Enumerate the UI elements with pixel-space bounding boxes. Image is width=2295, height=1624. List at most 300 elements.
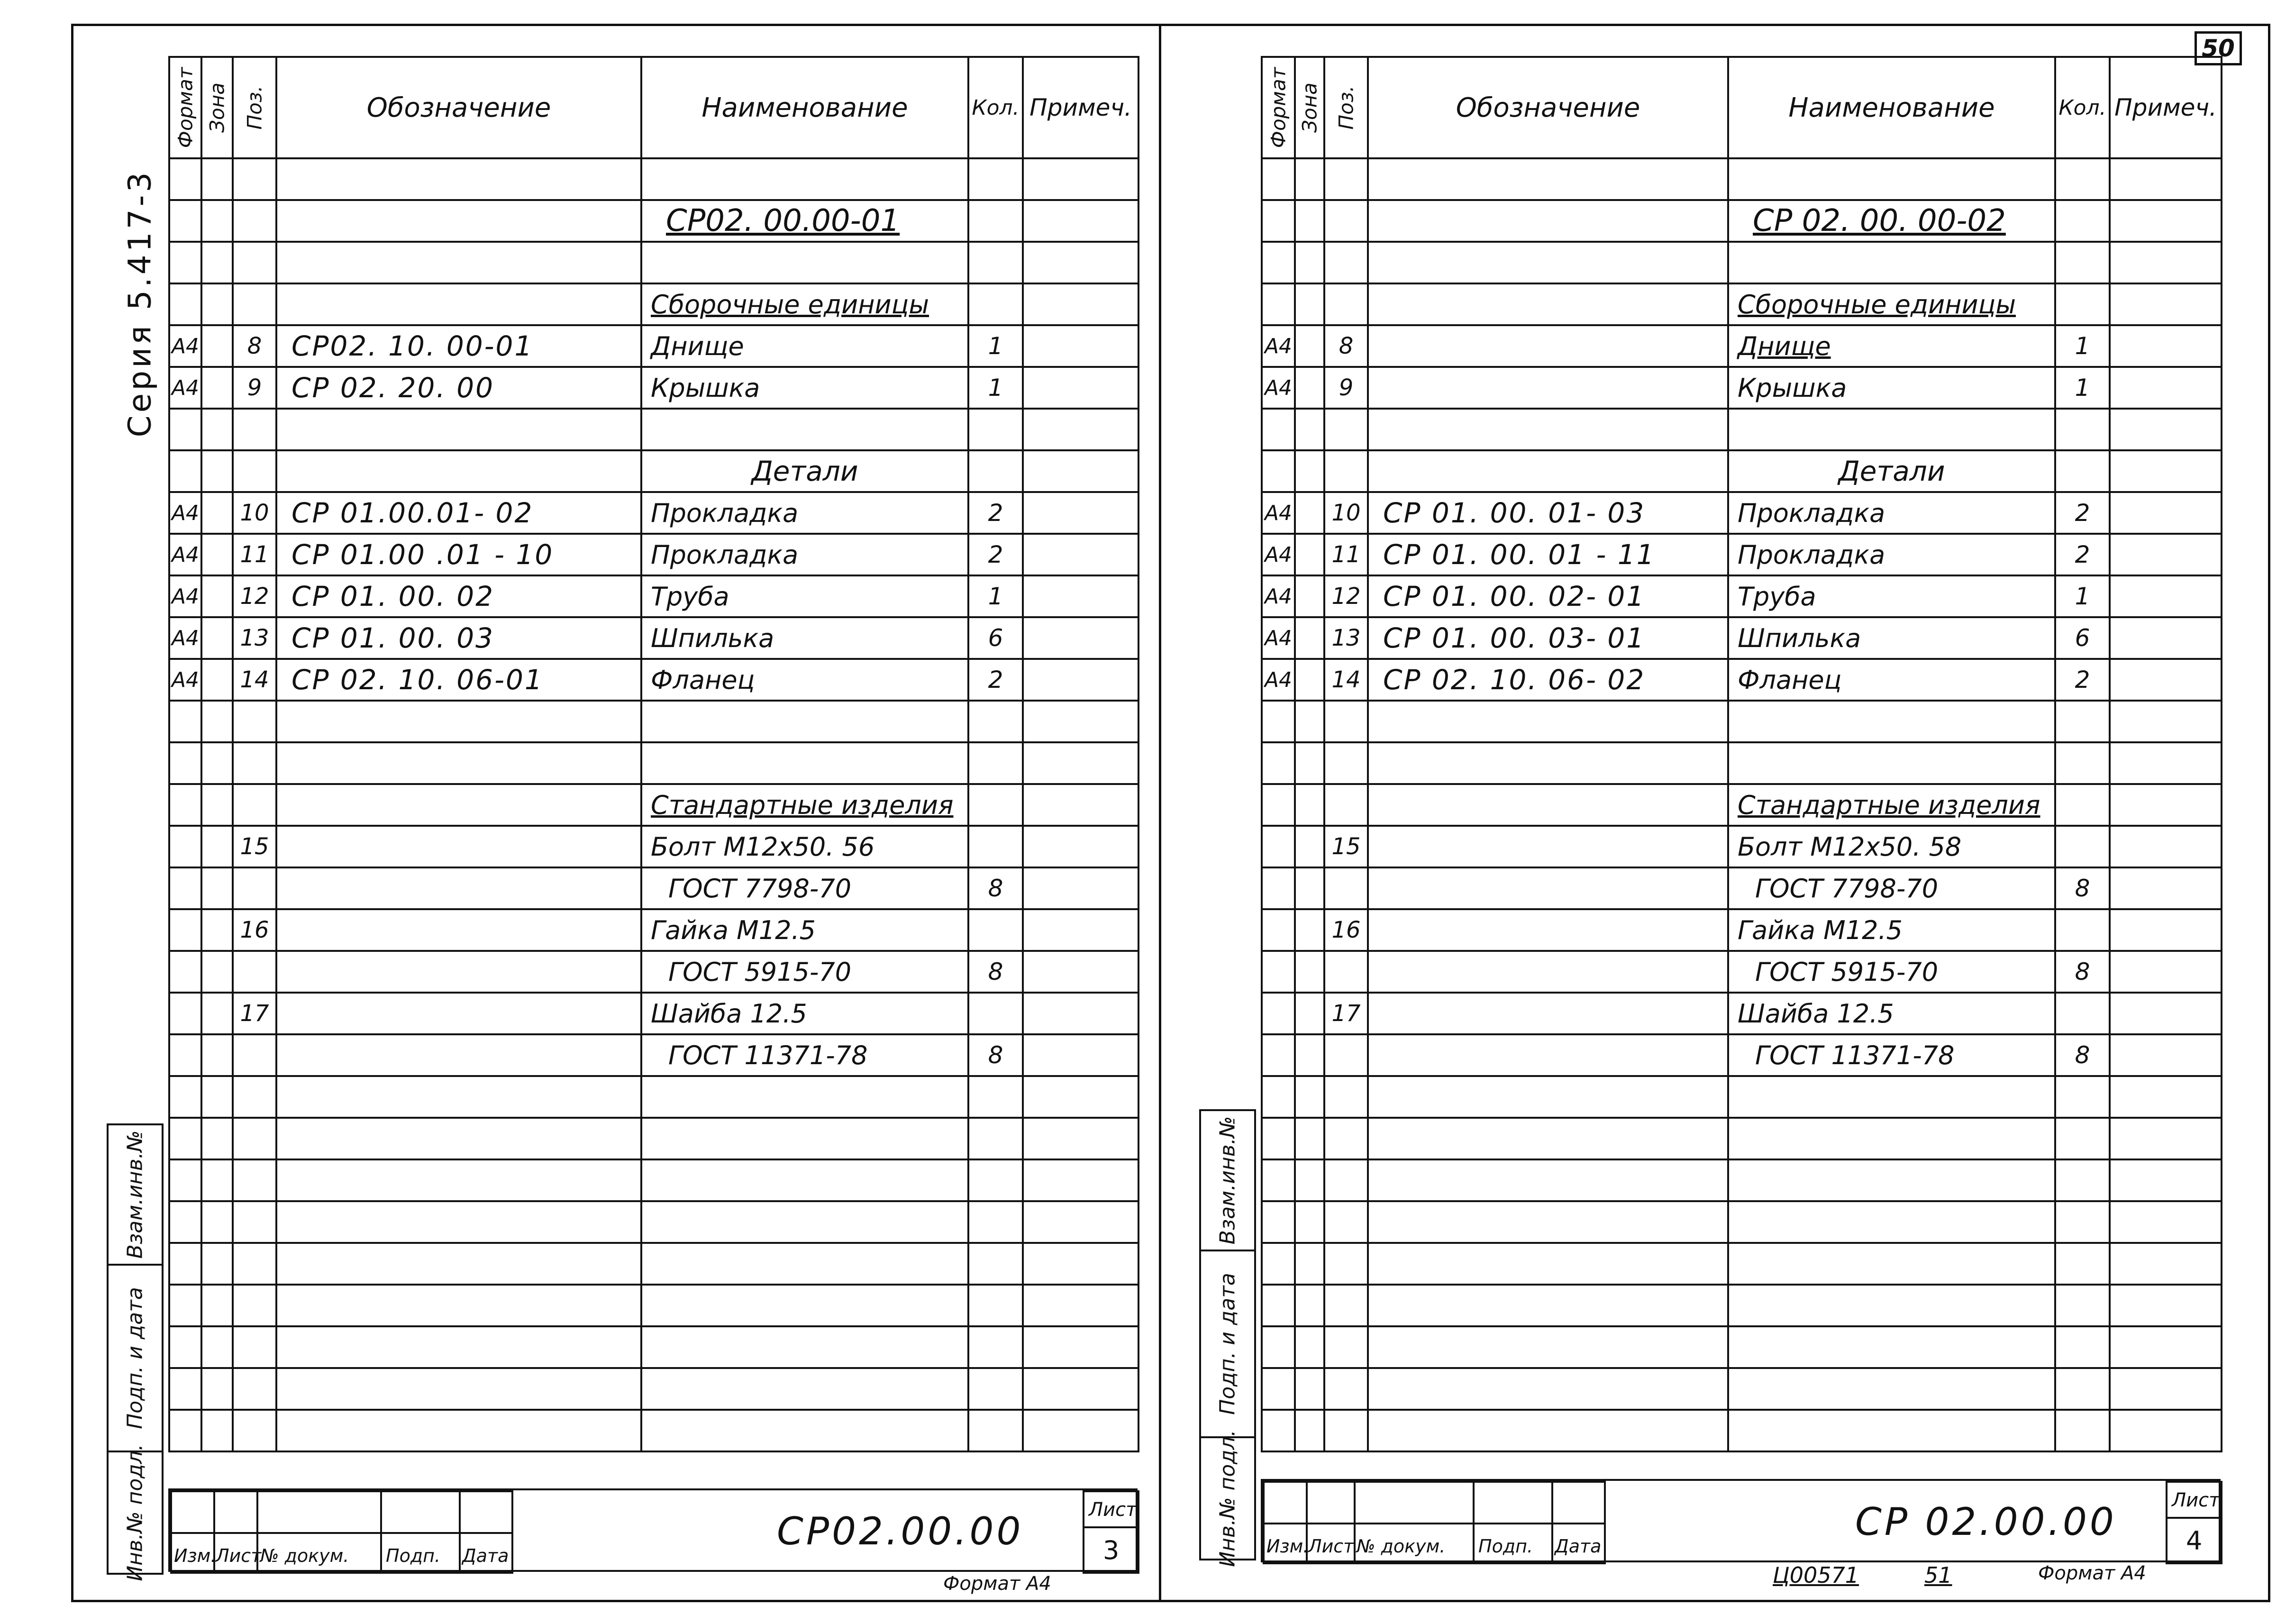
format-cell: А4 — [1262, 617, 1295, 659]
name-cell — [641, 242, 968, 283]
position-cell: 15 — [233, 826, 276, 867]
zone-cell — [1295, 367, 1324, 409]
format-cell: А4 — [1262, 325, 1295, 367]
format-cell — [1262, 1034, 1295, 1076]
format-cell — [1262, 1118, 1295, 1159]
stamp-izm-label: Изм. — [174, 1545, 217, 1566]
table-row — [169, 1076, 1138, 1118]
table-row — [169, 200, 1138, 242]
note-cell — [1023, 784, 1138, 826]
zone-cell — [1295, 826, 1324, 867]
quantity-cell — [2055, 200, 2110, 242]
zone-cell — [201, 200, 233, 242]
side-label-inv-orig: Инв.№ подл. — [123, 1444, 147, 1581]
name-cell: Днище — [1728, 325, 2055, 367]
stamp-cell — [256, 1490, 382, 1534]
note-cell — [2110, 993, 2222, 1034]
note-cell — [2110, 1159, 2222, 1201]
table-row — [1262, 242, 2222, 283]
designation-cell — [276, 951, 641, 993]
table-row — [169, 784, 1138, 826]
stamp-cell — [213, 1490, 258, 1534]
table-row — [169, 242, 1138, 283]
table-row — [1262, 1326, 2222, 1368]
position-cell: 11 — [233, 534, 276, 575]
table-row — [1262, 742, 2222, 784]
position-cell — [233, 200, 276, 242]
table-row — [169, 1159, 1138, 1201]
zone-cell — [1295, 1201, 1324, 1243]
position-cell — [1324, 1159, 1368, 1201]
quantity-cell — [2055, 909, 2110, 951]
note-cell — [2110, 1368, 2222, 1410]
quantity-cell — [968, 701, 1023, 742]
position-cell — [1324, 283, 1368, 325]
designation-cell — [1368, 325, 1728, 367]
name-cell — [1728, 1410, 2055, 1451]
side-label-sign-date-right: Подп. и дата — [1215, 1273, 1240, 1415]
table-row — [1262, 1368, 2222, 1410]
header-zone: Зона — [1295, 57, 1324, 158]
zone-cell — [201, 993, 233, 1034]
quantity-cell — [968, 1118, 1023, 1159]
name-cell: Фланец — [641, 659, 968, 701]
quantity-cell — [2055, 1368, 2110, 1410]
sheet-code: 51 — [1924, 1562, 1952, 1588]
designation-cell — [1368, 1410, 1728, 1451]
header-qty: Кол. — [968, 57, 1023, 158]
table-row — [169, 826, 1138, 867]
note-cell — [2110, 450, 2222, 492]
quantity-cell: 1 — [2055, 575, 2110, 617]
position-cell — [1324, 1201, 1368, 1243]
zone-cell — [201, 659, 233, 701]
table-row — [1262, 1285, 2222, 1326]
format-cell — [169, 1243, 201, 1285]
format-cell — [1262, 826, 1295, 867]
format-cell — [1262, 158, 1295, 200]
name-cell — [641, 158, 968, 200]
zone-cell — [1295, 742, 1324, 784]
format-cell — [169, 1076, 201, 1118]
quantity-cell: 2 — [2055, 659, 2110, 701]
name-cell: Прокладка — [641, 492, 968, 534]
designation-cell: СР 01. 00. 03- 01 — [1368, 617, 1728, 659]
quantity-cell — [2055, 742, 2110, 784]
quantity-cell: 8 — [968, 1034, 1023, 1076]
table-header — [1262, 57, 2222, 158]
table-row — [169, 1410, 1138, 1451]
designation-cell — [1368, 742, 1728, 784]
note-cell — [2110, 1034, 2222, 1076]
name-cell — [641, 1410, 968, 1451]
note-cell — [1023, 659, 1138, 701]
format-cell — [1262, 1076, 1295, 1118]
zone-cell — [1295, 242, 1324, 283]
table-row — [1262, 826, 2222, 867]
designation-cell — [276, 200, 641, 242]
position-cell — [233, 1410, 276, 1451]
position-cell — [1324, 1410, 1368, 1451]
designation-cell — [1368, 826, 1728, 867]
zone-cell — [201, 701, 233, 742]
note-cell — [1023, 909, 1138, 951]
format-cell — [169, 1326, 201, 1368]
zone-cell — [201, 909, 233, 951]
designation-cell — [276, 283, 641, 325]
format-cell — [169, 1285, 201, 1326]
name-cell — [641, 1243, 968, 1285]
zone-cell — [201, 409, 233, 450]
zone-cell — [201, 742, 233, 784]
quantity-cell — [2055, 409, 2110, 450]
format-cell — [1262, 1326, 1295, 1368]
position-cell — [1324, 450, 1368, 492]
table-row — [1262, 1034, 2222, 1076]
table-row — [169, 158, 1138, 200]
name-cell: Стандартные изделия — [1728, 784, 2055, 826]
zone-cell — [201, 1410, 233, 1451]
designation-cell — [1368, 993, 1728, 1034]
name-cell: ГОСТ 11371-78 — [641, 1034, 968, 1076]
zone-cell — [1295, 325, 1324, 367]
position-cell — [1324, 1326, 1368, 1368]
note-cell — [1023, 1243, 1138, 1285]
name-cell — [641, 1368, 968, 1410]
quantity-cell — [2055, 826, 2110, 867]
table-row — [1262, 701, 2222, 742]
name-cell: Шпилька — [1728, 617, 2055, 659]
table-row — [169, 1201, 1138, 1243]
position-cell — [233, 784, 276, 826]
position-cell — [233, 242, 276, 283]
quantity-cell — [968, 200, 1023, 242]
table-row — [1262, 1159, 2222, 1201]
position-cell — [1324, 784, 1368, 826]
series-label: Серия 5.417-3 — [121, 169, 158, 438]
name-cell: Крышка — [641, 367, 968, 409]
name-cell: СР 02. 00. 00-02 — [1728, 200, 2055, 242]
stamp-cell — [459, 1490, 513, 1534]
format-cell: А4 — [169, 575, 201, 617]
quantity-cell: 8 — [2055, 867, 2110, 909]
note-cell — [1023, 993, 1138, 1034]
quantity-cell: 8 — [2055, 1034, 2110, 1076]
header-format: Формат — [1262, 57, 1295, 158]
designation-cell — [1368, 701, 1728, 742]
format-cell — [169, 867, 201, 909]
format-cell — [1262, 1201, 1295, 1243]
position-cell — [1324, 200, 1368, 242]
table-header — [169, 57, 1138, 158]
table-row — [169, 492, 1138, 534]
position-cell — [233, 742, 276, 784]
zone-cell — [201, 784, 233, 826]
position-cell — [233, 701, 276, 742]
designation-cell — [276, 701, 641, 742]
position-cell: 13 — [233, 617, 276, 659]
position-cell — [1324, 1118, 1368, 1159]
name-cell: Труба — [1728, 575, 2055, 617]
quantity-cell — [968, 242, 1023, 283]
zone-cell — [1295, 951, 1324, 993]
name-cell — [1728, 409, 2055, 450]
designation-cell — [276, 158, 641, 200]
designation-cell: СР 01.00 .01 - 10 — [276, 534, 641, 575]
note-cell — [2110, 1243, 2222, 1285]
quantity-cell: 1 — [968, 367, 1023, 409]
designation-cell — [276, 409, 641, 450]
quantity-cell — [968, 1159, 1023, 1201]
note-cell — [2110, 325, 2222, 367]
note-cell — [1023, 1285, 1138, 1326]
position-cell — [1324, 1285, 1368, 1326]
zone-cell — [1295, 283, 1324, 325]
stamp-sign-label: Подп. — [1478, 1536, 1533, 1557]
table-row — [169, 1368, 1138, 1410]
note-cell — [2110, 826, 2222, 867]
position-cell — [1324, 409, 1368, 450]
name-cell: СР02. 00.00-01 — [641, 200, 968, 242]
format-cell — [1262, 242, 1295, 283]
quantity-cell: 6 — [968, 617, 1023, 659]
position-cell — [1324, 1034, 1368, 1076]
zone-cell — [201, 617, 233, 659]
side-label-inv-orig-right: Инв.№ подл. — [1215, 1430, 1240, 1567]
header-name: Наименование — [641, 57, 968, 158]
note-cell — [2110, 617, 2222, 659]
quantity-cell — [968, 784, 1023, 826]
table-row — [1262, 1076, 2222, 1118]
note-cell — [2110, 909, 2222, 951]
zone-cell — [1295, 909, 1324, 951]
position-cell — [233, 409, 276, 450]
quantity-cell — [2055, 1159, 2110, 1201]
designation-cell — [1368, 1368, 1728, 1410]
quantity-cell — [2055, 1118, 2110, 1159]
name-cell: Детали — [641, 450, 968, 492]
position-cell — [233, 1201, 276, 1243]
zone-cell — [1295, 784, 1324, 826]
designation-cell — [1368, 1159, 1728, 1201]
stamp-list-label: Лист — [216, 1545, 262, 1566]
position-cell — [1324, 951, 1368, 993]
position-cell — [1324, 742, 1368, 784]
quantity-cell — [968, 1285, 1023, 1326]
note-cell — [1023, 1159, 1138, 1201]
stamp-sheet-number: 3 — [1103, 1535, 1120, 1565]
name-cell: Шайба 12.5 — [1728, 993, 2055, 1034]
note-cell — [2110, 659, 2222, 701]
note-cell — [1023, 450, 1138, 492]
zone-cell — [1295, 867, 1324, 909]
position-cell: 17 — [1324, 993, 1368, 1034]
designation-cell — [276, 993, 641, 1034]
format-cell — [169, 200, 201, 242]
quantity-cell: 2 — [968, 492, 1023, 534]
stamp-cell — [1473, 1481, 1553, 1524]
zone-cell — [201, 1243, 233, 1285]
table-row — [1262, 283, 2222, 325]
note-cell — [1023, 367, 1138, 409]
table-row — [169, 409, 1138, 450]
table-row — [1262, 867, 2222, 909]
left-specification-table — [168, 56, 1139, 1452]
position-cell: 10 — [1324, 492, 1368, 534]
zone-cell — [201, 534, 233, 575]
zone-cell — [201, 1368, 233, 1410]
quantity-cell — [2055, 158, 2110, 200]
name-cell — [1728, 1243, 2055, 1285]
note-cell — [1023, 742, 1138, 784]
note-cell — [1023, 1118, 1138, 1159]
name-cell: Гайка М12.5 — [641, 909, 968, 951]
designation-cell — [1368, 951, 1728, 993]
name-cell — [1728, 1076, 2055, 1118]
format-cell: А4 — [169, 659, 201, 701]
zone-cell — [1295, 1368, 1324, 1410]
note-cell — [1023, 1201, 1138, 1243]
designation-cell — [1368, 283, 1728, 325]
name-cell: Прокладка — [641, 534, 968, 575]
name-cell — [1728, 742, 2055, 784]
note-cell — [1023, 1410, 1138, 1451]
note-cell — [2110, 1285, 2222, 1326]
zone-cell — [201, 1285, 233, 1326]
zone-cell — [1295, 409, 1324, 450]
quantity-cell — [968, 1410, 1023, 1451]
stamp-list-label: Лист — [1308, 1536, 1354, 1557]
designation-cell — [1368, 867, 1728, 909]
designation-cell — [276, 1410, 641, 1451]
header-qty: Кол. — [2055, 57, 2110, 158]
name-cell — [641, 1118, 968, 1159]
format-cell — [169, 784, 201, 826]
table-row — [169, 1326, 1138, 1368]
table-row — [169, 742, 1138, 784]
designation-cell — [1368, 1285, 1728, 1326]
position-cell: 8 — [1324, 325, 1368, 367]
note-cell — [2110, 1118, 2222, 1159]
position-cell — [1324, 1243, 1368, 1285]
format-cell — [1262, 993, 1295, 1034]
table-row — [1262, 575, 2222, 617]
quantity-cell — [968, 409, 1023, 450]
format-cell — [169, 993, 201, 1034]
designation-cell — [276, 1201, 641, 1243]
format-cell — [1262, 200, 1295, 242]
format-cell — [1262, 1368, 1295, 1410]
quantity-cell — [968, 826, 1023, 867]
format-cell — [169, 1159, 201, 1201]
note-cell — [1023, 575, 1138, 617]
left-format-note: Формат А4 — [943, 1573, 1051, 1595]
table-row — [169, 1285, 1138, 1326]
name-cell: Труба — [641, 575, 968, 617]
quantity-cell: 2 — [2055, 534, 2110, 575]
quantity-cell — [968, 1368, 1023, 1410]
zone-cell — [201, 867, 233, 909]
quantity-cell — [968, 909, 1023, 951]
table-row — [1262, 450, 2222, 492]
zone-cell — [201, 1034, 233, 1076]
format-cell — [1262, 1285, 1295, 1326]
note-cell — [2110, 534, 2222, 575]
format-cell — [169, 158, 201, 200]
table-row — [169, 367, 1138, 409]
quantity-cell — [2055, 1285, 2110, 1326]
zone-cell — [1295, 492, 1324, 534]
designation-cell: СР 02. 10. 06- 02 — [1368, 659, 1728, 701]
zone-cell — [201, 826, 233, 867]
name-cell: Днище — [641, 325, 968, 367]
format-cell — [1262, 742, 1295, 784]
header-pos: Поз. — [233, 57, 276, 158]
position-cell: 14 — [233, 659, 276, 701]
designation-cell — [1368, 409, 1728, 450]
left-title-block — [168, 1488, 1138, 1572]
zone-cell — [201, 1118, 233, 1159]
zone-cell — [1295, 1159, 1324, 1201]
header-zone: Зона — [201, 57, 233, 158]
name-cell — [1728, 1285, 2055, 1326]
table-row — [1262, 1243, 2222, 1285]
name-cell: Болт М12х50. 56 — [641, 826, 968, 867]
format-cell — [169, 283, 201, 325]
side-box-sign-date-right — [1199, 1250, 1256, 1438]
format-cell — [169, 909, 201, 951]
name-cell — [641, 1076, 968, 1118]
zone-cell — [1295, 1118, 1324, 1159]
name-cell: Болт М12х50. 58 — [1728, 826, 2055, 867]
name-cell — [1728, 242, 2055, 283]
name-cell — [641, 701, 968, 742]
format-cell — [1262, 409, 1295, 450]
table-row — [1262, 534, 2222, 575]
stamp-sheet-number: 4 — [2186, 1526, 2203, 1556]
position-cell — [1324, 242, 1368, 283]
right-format-note: Формат А4 — [2038, 1562, 2146, 1584]
position-cell: 16 — [233, 909, 276, 951]
stamp-document-code: СР02.00.00 — [777, 1509, 1024, 1553]
table-row — [169, 450, 1138, 492]
designation-cell — [276, 450, 641, 492]
quantity-cell: 6 — [2055, 617, 2110, 659]
zone-cell — [201, 283, 233, 325]
designation-cell — [1368, 367, 1728, 409]
name-cell — [1728, 1201, 2055, 1243]
quantity-cell: 8 — [968, 951, 1023, 993]
designation-cell — [276, 1326, 641, 1368]
note-cell — [2110, 1076, 2222, 1118]
side-label-inv-sub: Взам.инв.№ — [123, 1130, 147, 1259]
name-cell — [1728, 1368, 2055, 1410]
designation-cell — [1368, 450, 1728, 492]
quantity-cell — [968, 1201, 1023, 1243]
position-cell: 11 — [1324, 534, 1368, 575]
name-cell: ГОСТ 11371-78 — [1728, 1034, 2055, 1076]
stamp-doc-label: № докум. — [260, 1545, 349, 1566]
table-row — [169, 909, 1138, 951]
format-cell — [169, 450, 201, 492]
designation-cell: СР 01. 00. 01- 03 — [1368, 492, 1728, 534]
zone-cell — [201, 492, 233, 534]
table-row — [1262, 951, 2222, 993]
table-row — [1262, 993, 2222, 1034]
header-note: Примеч. — [2110, 57, 2222, 158]
name-cell — [1728, 1118, 2055, 1159]
note-cell — [1023, 242, 1138, 283]
